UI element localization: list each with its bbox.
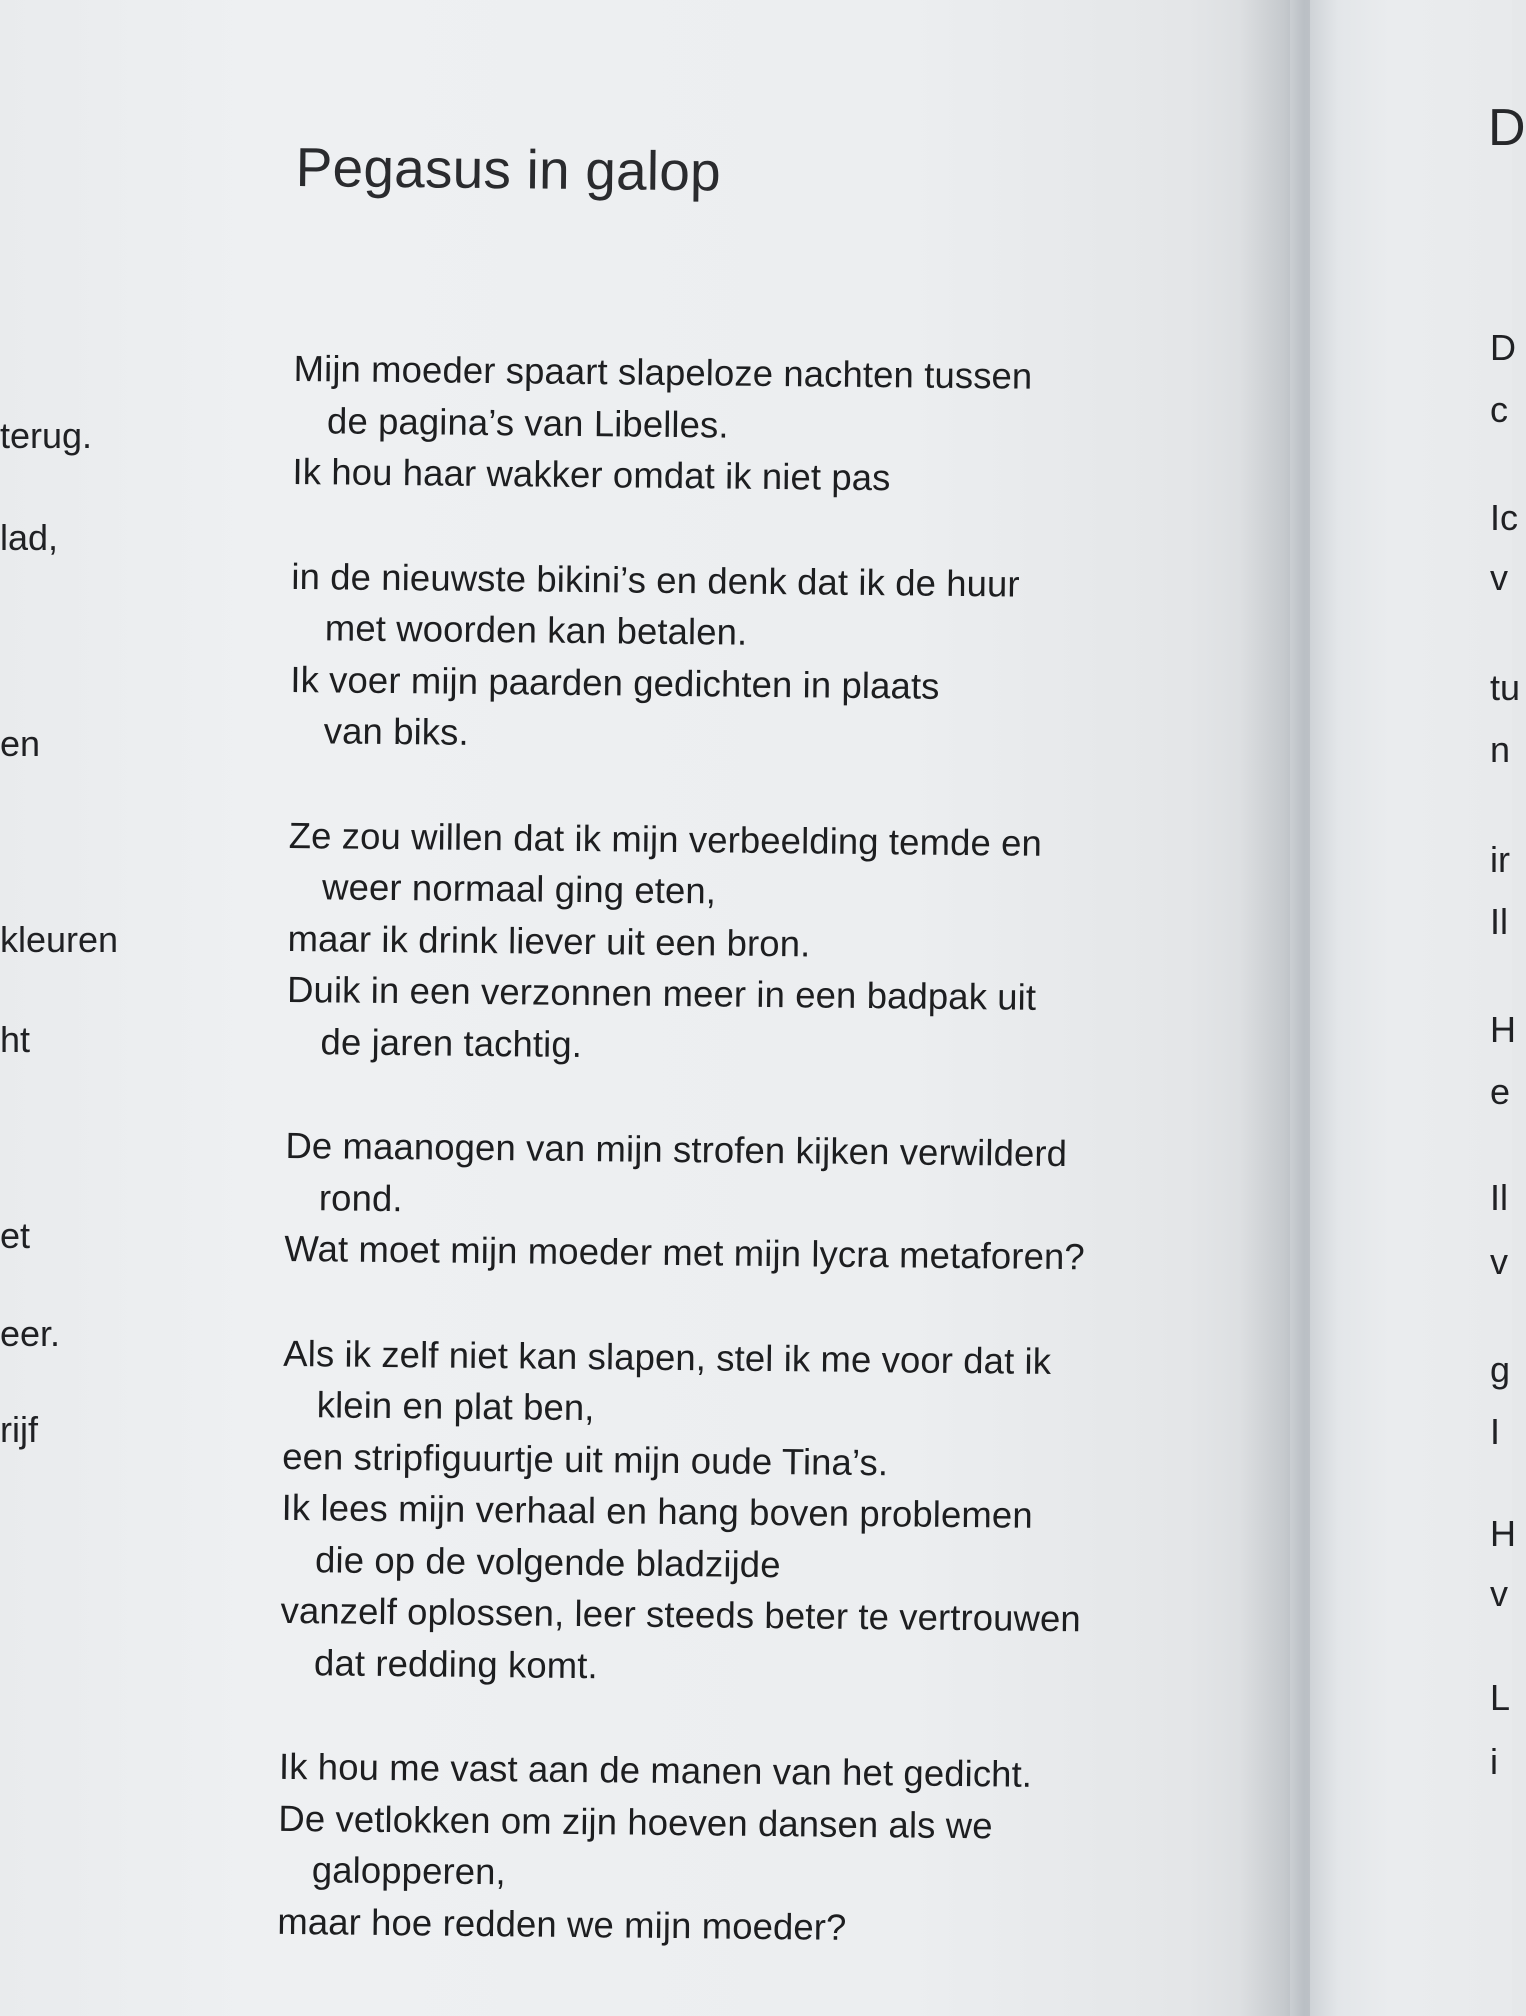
right-page-fragment: Ic xyxy=(1490,497,1519,538)
right-page-fragment: tu xyxy=(1490,667,1521,708)
left-page-fragment: ht xyxy=(0,1019,31,1060)
left-page-fragment: et xyxy=(0,1215,31,1256)
poem-line: in de nieuwste bikini’s en denk dat ik de huur xyxy=(291,555,1020,605)
poem-stanzas xyxy=(277,343,1234,1957)
right-page-fragment: H xyxy=(1490,1009,1516,1050)
right-page-fragment: e xyxy=(1490,1071,1511,1112)
left-page-fragment: en xyxy=(0,723,41,764)
right-page xyxy=(1310,0,1512,2016)
left-page-fragment: terug. xyxy=(0,415,93,456)
poem-title: Pegasus in galop xyxy=(295,136,722,203)
poem-line: Duik in een verzonnen meer in een badpak uit xyxy=(286,968,1037,1018)
right-page-fragment: Il xyxy=(1490,901,1508,942)
left-page-fragment: lad, xyxy=(0,517,59,558)
poem-line: Als ik zelf niet kan slapen, stel ik me voor dat ik xyxy=(283,1332,1052,1382)
right-page-fragment: v xyxy=(1490,557,1508,598)
right-page-fragment: H xyxy=(1490,1513,1516,1554)
poem-line: de pagina’s van Libelles. xyxy=(326,399,729,446)
poem-line: de jaren tachtig. xyxy=(320,1020,583,1065)
right-page-title-fragment: D xyxy=(1488,99,1526,157)
poem-line: Ik hou me vast aan de manen van het gedicht. xyxy=(278,1745,1033,1795)
right-page-fragment: Il xyxy=(1490,1177,1508,1218)
stanza xyxy=(292,343,1234,507)
left-page-fragment: rijf xyxy=(0,1409,38,1450)
stanza xyxy=(290,550,1232,766)
right-page-fragment: v xyxy=(1490,1573,1508,1614)
poem-line: De vetlokken om zijn hoeven dansen als we xyxy=(278,1797,993,1846)
poem-line: Ik hou haar wakker omdat ik niet pas xyxy=(292,450,891,499)
poem-line: Ik voer mijn paarden gedichten in plaats xyxy=(290,658,940,707)
left-page-fragment: kleuren xyxy=(0,919,119,960)
right-page-fragment: ir xyxy=(1490,839,1510,880)
poem-line: weer normaal ging eten, xyxy=(321,866,717,912)
poem-line: Mijn moeder spaart slapeloze nachten tussen xyxy=(293,347,1033,397)
right-page-fragment: L xyxy=(1490,1677,1511,1718)
stanza xyxy=(277,1741,1219,1957)
stanza xyxy=(280,1327,1224,1697)
right-page-fragment: n xyxy=(1490,729,1511,770)
poem-line: maar ik drink liever uit een bron. xyxy=(287,917,811,964)
poem-line: De maanogen van mijn strofen kijken verwilderd xyxy=(285,1124,1068,1175)
right-page-fragment: i xyxy=(1490,1741,1498,1782)
poem-line: een stripfiguurtje uit mijn oude Tina’s. xyxy=(282,1435,889,1483)
poem-line: Ik lees mijn verhaal en hang boven problemen xyxy=(281,1486,1033,1536)
right-page-fragment: I xyxy=(1490,1411,1501,1452)
poem-line: maar hoe redden we mijn moeder? xyxy=(277,1900,847,1948)
right-page-fragment: g xyxy=(1490,1349,1511,1390)
right-page-fragment: D xyxy=(1490,327,1516,368)
right-page-fragment: v xyxy=(1490,1241,1508,1282)
book-gutter-shadow xyxy=(1240,0,1320,2016)
stanza xyxy=(286,809,1229,1076)
poem-line: Ze zou willen dat ik mijn verbeelding temde en xyxy=(288,814,1043,864)
poem-line: met woorden kan betalen. xyxy=(324,607,748,653)
poem xyxy=(277,136,1236,2010)
poem-line: van biks. xyxy=(323,710,469,753)
poem-line: klein en plat ben, xyxy=(316,1384,595,1429)
left-page-fragment: eer. xyxy=(0,1313,61,1354)
poem-line: rond. xyxy=(318,1176,403,1219)
poem-line: galopperen, xyxy=(311,1849,506,1893)
right-page-fragment: c xyxy=(1490,389,1508,430)
poem-line: Wat moet mijn moeder met mijn lycra metaforen? xyxy=(284,1227,1085,1278)
poem-line: dat redding komt. xyxy=(313,1641,598,1686)
poem-line: vanzelf oplossen, leer steeds beter te vertrouwen xyxy=(280,1589,1082,1640)
stanza xyxy=(284,1120,1226,1284)
poem-line: die op de volgende bladzijde xyxy=(314,1538,781,1585)
